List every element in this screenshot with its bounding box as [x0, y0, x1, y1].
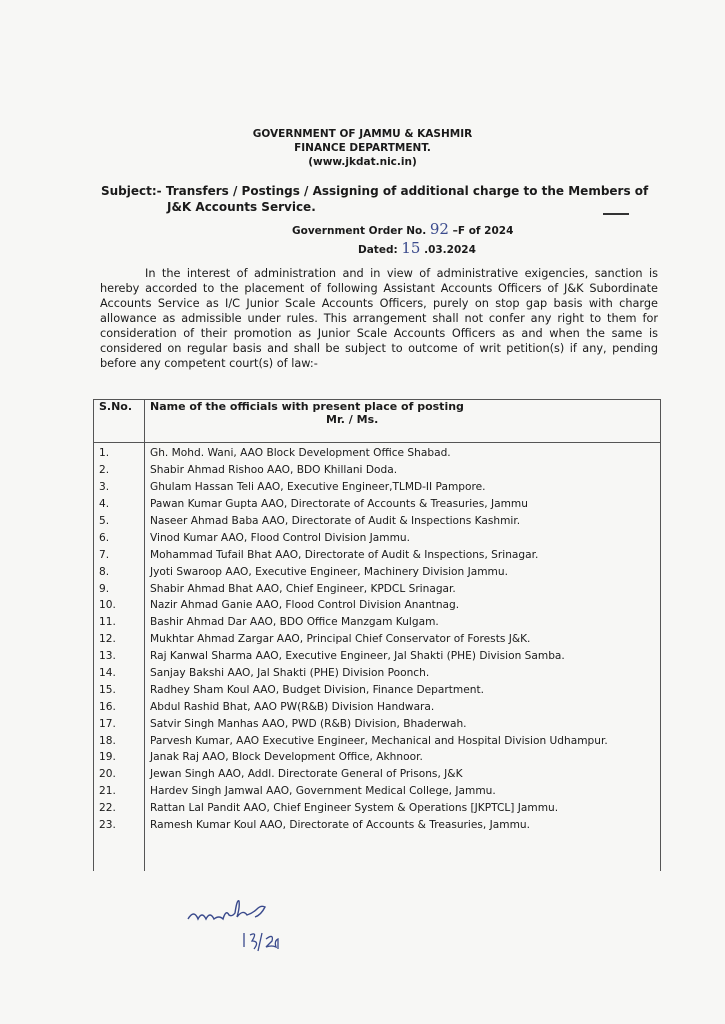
row-official-posting: Ramesh Kumar Koul AAO, Directorate of Accounts & Treasuries, Jammu.: [145, 817, 661, 834]
row-official-posting: Nazir Ahmad Ganie AAO, Flood Control Division Anantnag.: [145, 597, 661, 614]
table-row: [94, 766, 661, 783]
table-row: [94, 715, 661, 732]
table-row: [94, 614, 661, 631]
row-official-posting: Satvir Singh Manhas AAO, PWD (R&B) Division, Bhaderwah.: [145, 715, 661, 732]
header-name: [145, 400, 661, 443]
row-official-posting: Hardev Singh Jamwal AAO, Government Medical College, Jammu.: [145, 783, 661, 800]
row-serial-number: 19.: [94, 749, 145, 766]
row-official-posting: Sanjay Bakshi AAO, Jal Shakti (PHE) Division Poonch.: [145, 665, 661, 682]
row-official-posting: Janak Raj AAO, Block Development Office, Akhnoor.: [145, 749, 661, 766]
order-number-handwritten: 92: [429, 220, 449, 238]
table-row: [94, 513, 661, 530]
table-body: [94, 443, 661, 872]
govt-title: GOVERNMENT OF JAMMU & KASHMIR: [252, 128, 473, 140]
row-serial-number: 8.: [94, 563, 145, 580]
website-line: (www.jkdat.nic.in): [308, 156, 417, 168]
table-row: [94, 749, 661, 766]
row-serial-number: 2.: [94, 462, 145, 479]
table-row: [94, 817, 661, 834]
table-row: [94, 546, 661, 563]
row-serial-number: 3.: [94, 479, 145, 496]
row-serial-number: 10.: [94, 597, 145, 614]
paragraph-text: In the interest of administration and in view of administrative exigencies, sanction is hereby accorded to the placement of following Assistant Accounts Officers of J&K Subordinate Accounts Service as I/C Junior Scale Accounts Officers, purely on stop gap basis with charge allowance as admissible under rules. This arrangement shall not confer any right to them for consideration of their promotion as Junior Scale Accounts Officers as and when the same is considered on regular basis and shall be subject to outcome of writ petition(s) if any, pending before any competent court(s) of law:-: [100, 267, 658, 370]
row-serial-number: 14.: [94, 665, 145, 682]
header-sno: S.No.: [94, 400, 145, 443]
row-serial-number: 15.: [94, 681, 145, 698]
table-row: [94, 443, 661, 462]
row-serial-number: 6.: [94, 529, 145, 546]
table-row: [94, 597, 661, 614]
table-row: [94, 529, 661, 546]
table-row: [94, 496, 661, 513]
row-serial-number: 1.: [94, 443, 145, 462]
table-row: [94, 580, 661, 597]
row-official-posting: Pawan Kumar Gupta AAO, Directorate of Accounts & Treasuries, Jammu: [145, 496, 661, 513]
order-date-row: [292, 240, 513, 259]
row-official-posting: Abdul Rashid Bhat, AAO PW(R&B) Division Handwara.: [145, 698, 661, 715]
row-official-posting: Raj Kanwal Sharma AAO, Executive Engineer, Jal Shakti (PHE) Division Samba.: [145, 648, 661, 665]
row-official-posting: Gh. Mohd. Wani, AAO Block Development Office Shabad.: [145, 443, 661, 462]
order-prefix: Government Order No.: [292, 225, 427, 237]
row-official-posting: Bashir Ahmad Dar AAO, BDO Office Manzgam Kulgam.: [145, 614, 661, 631]
signature-date-stroke: [244, 933, 278, 951]
table-row: [94, 732, 661, 749]
row-official-posting: Parvesh Kumar, AAO Executive Engineer, Mechanical and Hospital Division Udhampur.: [145, 732, 661, 749]
handwritten-signature: [186, 893, 346, 953]
table-row: [94, 800, 661, 817]
row-official-posting: Jewan Singh AAO, Addl. Directorate General of Prisons, J&K: [145, 766, 661, 783]
blank-cell: [145, 833, 661, 871]
row-serial-number: 11.: [94, 614, 145, 631]
table-row: [94, 648, 661, 665]
row-serial-number: 22.: [94, 800, 145, 817]
row-official-posting: Ghulam Hassan Teli AAO, Executive Engineer,TLMD-II Pampore.: [145, 479, 661, 496]
row-official-posting: Shabir Ahmad Rishoo AAO, BDO Khillani Doda.: [145, 462, 661, 479]
table-row: [94, 479, 661, 496]
table-row: [94, 631, 661, 648]
table-row: [94, 665, 661, 682]
subject-block: [101, 183, 661, 215]
table-row: [94, 563, 661, 580]
officials-table: [93, 399, 661, 871]
row-serial-number: 7.: [94, 546, 145, 563]
row-official-posting: Jyoti Swaroop AAO, Executive Engineer, Machinery Division Jammu.: [145, 563, 661, 580]
row-official-posting: Rattan Lal Pandit AAO, Chief Engineer System & Operations [JKPTCL] Jammu.: [145, 800, 661, 817]
order-suffix: –F of 2024: [452, 225, 514, 237]
date-day-handwritten: 15: [401, 239, 421, 257]
row-official-posting: Mukhtar Ahmad Zargar AAO, Principal Chief Conservator of Forests J&K.: [145, 631, 661, 648]
row-serial-number: 4.: [94, 496, 145, 513]
header-name-sub: Mr. / Ms.: [326, 413, 379, 426]
table-row: [94, 462, 661, 479]
row-official-posting: Naseer Ahmad Baba AAO, Directorate of Audit & Inspections Kashmir.: [145, 513, 661, 530]
row-official-posting: Radhey Sham Koul AAO, Budget Division, Finance Department.: [145, 681, 661, 698]
table-row: [94, 783, 661, 800]
body-paragraph: [100, 266, 658, 371]
header-name-main: Name of the officials with present place of posting: [150, 400, 464, 413]
order-block: [292, 221, 513, 259]
signature-stroke: [188, 901, 265, 919]
row-serial-number: 16.: [94, 698, 145, 715]
row-serial-number: 20.: [94, 766, 145, 783]
subject-line-1: Subject:- Transfers / Postings / Assigning of additional charge to the Members of: [101, 184, 649, 198]
dated-label: Dated:: [358, 244, 398, 256]
date-rest: .03.2024: [424, 244, 476, 256]
table-header-row: [94, 400, 661, 443]
subject-line-2: J&K Accounts Service.: [167, 200, 316, 214]
table-row: [94, 698, 661, 715]
row-serial-number: 5.: [94, 513, 145, 530]
row-official-posting: Shabir Ahmad Bhat AAO, Chief Engineer, KPDCL Srinagar.: [145, 580, 661, 597]
table-row: [94, 681, 661, 698]
row-official-posting: Mohammad Tufail Bhat AAO, Directorate of Audit & Inspections, Srinagar.: [145, 546, 661, 563]
row-official-posting: Vinod Kumar AAO, Flood Control Division Jammu.: [145, 529, 661, 546]
row-serial-number: 12.: [94, 631, 145, 648]
blank-cell: [94, 833, 145, 871]
row-serial-number: 17.: [94, 715, 145, 732]
row-serial-number: 23.: [94, 817, 145, 834]
table-blank-row: [94, 833, 661, 871]
department-title: FINANCE DEPARTMENT.: [294, 142, 431, 154]
row-serial-number: 21.: [94, 783, 145, 800]
row-serial-number: 9.: [94, 580, 145, 597]
row-serial-number: 18.: [94, 732, 145, 749]
pen-mark: [603, 213, 629, 215]
row-serial-number: 13.: [94, 648, 145, 665]
